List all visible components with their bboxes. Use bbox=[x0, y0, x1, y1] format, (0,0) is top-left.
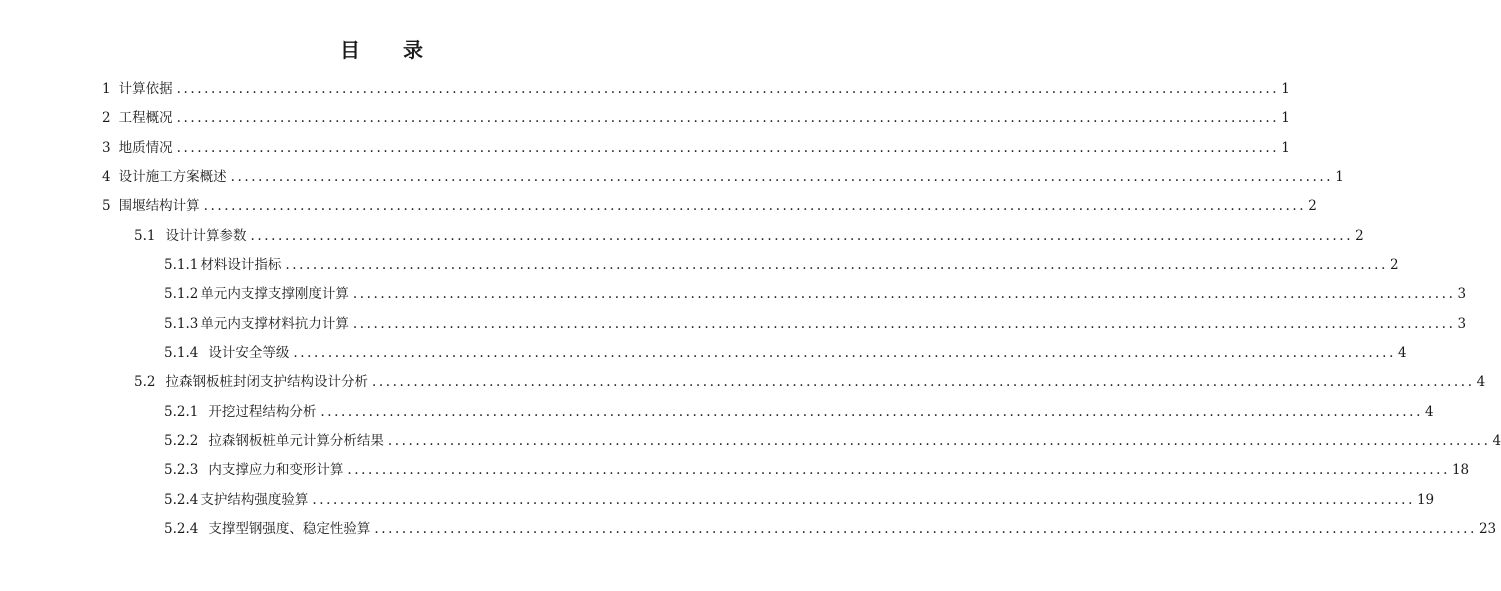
entry-title: 拉森钢板桩封闭支护结构设计分析 bbox=[165, 374, 368, 390]
dot-leader: ................................................................................................................................................................ bbox=[352, 316, 1456, 332]
entry-title: 设计施工方案概述 bbox=[118, 169, 227, 185]
entry-title: 单元内支撑材料抗力计算 bbox=[200, 316, 349, 332]
entry-number: 5.2 bbox=[134, 374, 156, 390]
entry-number: 5.1.3 bbox=[164, 316, 199, 332]
entry-page-number: 4 bbox=[1424, 404, 1434, 420]
toc-entry[interactable] bbox=[134, 371, 1486, 393]
dot-leader: ................................................................................................................................................................ bbox=[387, 433, 1491, 449]
entry-title: 单元内支撑支撑刚度计算 bbox=[200, 286, 349, 302]
toc-entry[interactable] bbox=[164, 518, 1497, 540]
toc-entry[interactable] bbox=[102, 166, 1344, 188]
dot-leader: ................................................................................................................................................................ bbox=[371, 374, 1475, 390]
entry-title: 围堰结构计算 bbox=[118, 198, 200, 214]
entry-page-number: 18 bbox=[1451, 462, 1470, 478]
entry-title: 计算依据 bbox=[118, 81, 173, 97]
entry-number: 3 bbox=[102, 140, 111, 156]
dot-leader: ................................................................................................................................................................ bbox=[176, 140, 1280, 156]
dot-leader: ................................................................................................................................................................ bbox=[176, 81, 1280, 97]
entry-number: 5.2.2 bbox=[164, 433, 199, 449]
entry-page-number: 2 bbox=[1389, 257, 1399, 273]
toc-entry[interactable] bbox=[164, 459, 1470, 481]
entry-title: 内支撑应力和变形计算 bbox=[208, 462, 344, 478]
entry-title: 工程概况 bbox=[118, 110, 173, 126]
entry-page-number: 3 bbox=[1457, 316, 1467, 332]
toc-entry[interactable] bbox=[164, 430, 1501, 452]
dot-leader: ................................................................................................................................................................ bbox=[312, 492, 1415, 508]
toc-title: 目 录 bbox=[340, 38, 441, 62]
entry-page-number: 1 bbox=[1281, 140, 1290, 156]
dot-leader: ................................................................................................................................................................ bbox=[250, 228, 1354, 244]
entry-page-number: 4 bbox=[1492, 433, 1501, 449]
entry-page-number: 23 bbox=[1478, 521, 1497, 537]
dot-leader: ................................................................................................................................................................ bbox=[374, 521, 1477, 537]
entry-number: 5.1.2 bbox=[164, 286, 199, 302]
entry-page-number: 1 bbox=[1281, 110, 1290, 126]
toc-entry[interactable] bbox=[102, 107, 1290, 129]
entry-number: 5.1 bbox=[134, 228, 156, 244]
entry-page-number: 3 bbox=[1457, 286, 1467, 302]
toc-entry[interactable] bbox=[164, 313, 1467, 335]
toc-entry[interactable] bbox=[102, 78, 1290, 100]
entry-number: 5.1.4 bbox=[164, 345, 199, 361]
entry-page-number: 1 bbox=[1281, 81, 1290, 97]
toc-entry[interactable] bbox=[164, 254, 1399, 276]
toc-entry[interactable] bbox=[134, 225, 1364, 247]
entry-number: 5.2.3 bbox=[164, 462, 199, 478]
toc-entry[interactable] bbox=[102, 195, 1317, 217]
entry-number: 5 bbox=[102, 198, 111, 214]
entry-title: 地质情况 bbox=[118, 140, 173, 156]
entry-title: 设计计算参数 bbox=[165, 228, 247, 244]
entry-page-number: 4 bbox=[1397, 345, 1407, 361]
entry-title: 开挖过程结构分析 bbox=[208, 404, 317, 420]
dot-leader: ................................................................................................................................................................ bbox=[203, 198, 1307, 214]
toc-entry[interactable] bbox=[164, 489, 1435, 511]
entry-title: 支撑型钢强度、稳定性验算 bbox=[208, 521, 371, 537]
entry-number: 5.2.1 bbox=[164, 404, 199, 420]
dot-leader: ................................................................................................................................................................ bbox=[293, 345, 1396, 361]
entry-number: 5.2.4 bbox=[164, 492, 199, 508]
entry-title: 设计安全等级 bbox=[208, 345, 290, 361]
entry-page-number: 4 bbox=[1476, 374, 1486, 390]
entry-title: 支护结构强度验算 bbox=[200, 492, 309, 508]
dot-leader: ................................................................................................................................................................ bbox=[347, 462, 1450, 478]
entry-title: 材料设计指标 bbox=[200, 257, 282, 273]
toc-entry[interactable] bbox=[164, 401, 1434, 423]
dot-leader: ................................................................................................................................................................ bbox=[176, 110, 1280, 126]
entry-number: 4 bbox=[102, 169, 111, 185]
entry-number: 5.1.1 bbox=[164, 257, 199, 273]
entry-title: 拉森钢板桩单元计算分析结果 bbox=[208, 433, 384, 449]
dot-leader: ................................................................................................................................................................ bbox=[285, 257, 1388, 273]
entry-page-number: 1 bbox=[1335, 169, 1344, 185]
entry-number: 1 bbox=[102, 81, 111, 97]
toc-entry[interactable] bbox=[102, 137, 1290, 159]
entry-number: 5.2.4 bbox=[164, 521, 199, 537]
entry-number: 2 bbox=[102, 110, 111, 126]
dot-leader: ................................................................................................................................................................ bbox=[230, 169, 1334, 185]
dot-leader: ................................................................................................................................................................ bbox=[352, 286, 1456, 302]
toc-entry[interactable] bbox=[164, 283, 1467, 305]
dot-leader: ................................................................................................................................................................ bbox=[320, 404, 1423, 420]
entry-page-number: 2 bbox=[1308, 198, 1317, 214]
entry-page-number: 19 bbox=[1416, 492, 1435, 508]
toc-entry[interactable] bbox=[164, 342, 1407, 364]
entry-page-number: 2 bbox=[1355, 228, 1364, 244]
